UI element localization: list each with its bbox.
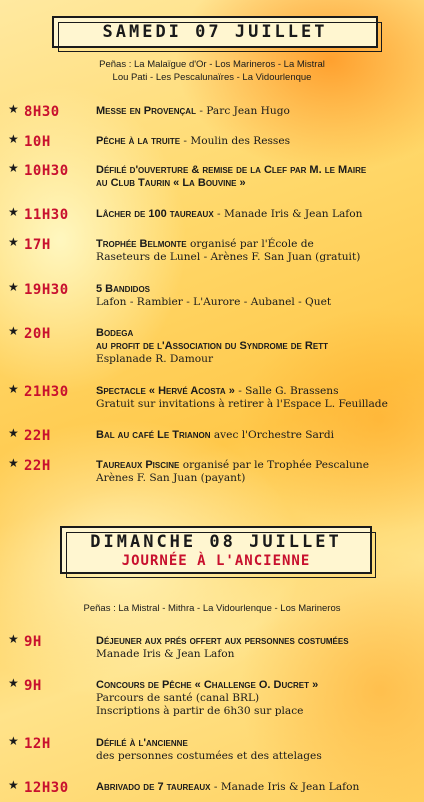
event-title: 5 Bandidos xyxy=(96,283,151,295)
star-icon: ★ xyxy=(8,632,19,646)
event-detail: avec l'Orchestre Sardi xyxy=(210,429,335,441)
event-detail: - Manade Iris & Jean Lafon xyxy=(210,781,360,793)
star-icon: ★ xyxy=(8,426,19,440)
event-description xyxy=(96,327,418,366)
event-line xyxy=(96,737,418,750)
day1-title: SAMEDI 07 JUILLET xyxy=(102,22,328,42)
event-detail: organisé par l'École de xyxy=(186,238,314,250)
event-description xyxy=(96,679,418,718)
event-title: Lâcher de 100 taureaux xyxy=(96,208,214,220)
event-description xyxy=(96,208,418,221)
event-line xyxy=(96,679,418,692)
event-time: 20H xyxy=(24,326,51,342)
event-line2: Arènes F. San Juan (payant) xyxy=(96,472,246,484)
event-title: Défilé d'ouverture & remise de la Clef par M. le Maire xyxy=(96,164,367,176)
event-time: 22H xyxy=(24,458,51,474)
star-icon: ★ xyxy=(8,778,19,792)
day1-banner xyxy=(52,16,378,48)
event-line xyxy=(96,283,418,296)
star-icon: ★ xyxy=(8,280,19,294)
day2-banner xyxy=(60,526,372,574)
event-line xyxy=(96,385,418,398)
event-line xyxy=(96,164,418,177)
event-line xyxy=(96,429,418,442)
event-description xyxy=(96,781,418,794)
event-line2: Lafon - Rambier - L'Aurore - Aubanel - Quet xyxy=(96,296,332,308)
event-line3: Esplanade R. Damour xyxy=(96,353,214,365)
event-line2: Raseteurs de Lunel - Arènes F. San Juan (gratuit) xyxy=(96,251,361,263)
event-title: Bodega xyxy=(96,327,134,339)
event-line2 xyxy=(96,177,418,190)
event-line xyxy=(96,135,418,148)
event-description xyxy=(96,635,418,661)
event-title: Déjeuner aux prés offert aux personnes costumées xyxy=(96,635,349,647)
event-description xyxy=(96,737,418,763)
star-icon: ★ xyxy=(8,324,19,338)
star-icon: ★ xyxy=(8,205,19,219)
event-title: Taureaux Piscine xyxy=(96,459,180,471)
event-line2: Parcours de santé (canal BRL) xyxy=(96,692,260,704)
event-time: 11H30 xyxy=(24,207,69,223)
event-title-cont: au profit de l'Association du Syndrome de Rett xyxy=(96,340,328,352)
event-time: 10H xyxy=(24,134,51,150)
event-description xyxy=(96,429,418,442)
event-line2: des personnes costumées et des attelages xyxy=(96,750,322,762)
event-title: Bal au café Le Trianon xyxy=(96,429,211,441)
event-detail: - Salle G. Brassens xyxy=(234,385,339,397)
star-icon: ★ xyxy=(8,676,19,690)
event-line xyxy=(96,327,418,340)
event-detail: - Manade Iris & Jean Lafon xyxy=(213,208,363,220)
event-description xyxy=(96,135,418,148)
event-line xyxy=(96,238,418,251)
event-time: 9H xyxy=(24,634,42,650)
star-icon: ★ xyxy=(8,132,19,146)
event-title: Spectacle « Hervé Acosta » xyxy=(96,385,235,397)
event-time: 19H30 xyxy=(24,282,69,298)
event-title: Abrivado de 7 taureaux xyxy=(96,781,211,793)
event-time: 8H30 xyxy=(24,104,60,120)
star-icon: ★ xyxy=(8,734,19,748)
event-title: Défilé à l'ancienne xyxy=(96,737,188,749)
event-title-cont: au Club Taurin « La Bouvine » xyxy=(96,177,246,189)
event-description xyxy=(96,283,418,309)
event-title: Messe en Provençal xyxy=(96,105,196,117)
event-title: Trophée Belmonte xyxy=(96,238,187,250)
day2-title: DIMANCHE 08 JUILLET xyxy=(90,532,342,552)
star-icon: ★ xyxy=(8,382,19,396)
event-time: 21H30 xyxy=(24,384,69,400)
event-time: 12H xyxy=(24,736,51,752)
event-line2: Gratuit sur invitations à retirer à l'Espace L. Feuillade xyxy=(96,398,388,410)
day1-penas: Peñas : La Malaïgue d'Or - Los Marineros - La Mistral Lou Pati - Les Pescalunaïres - La Vidourlenque xyxy=(99,59,325,83)
event-line2 xyxy=(96,340,418,353)
event-description xyxy=(96,164,418,190)
event-description xyxy=(96,238,418,264)
event-description xyxy=(96,105,418,118)
event-line xyxy=(96,459,418,472)
event-description xyxy=(96,385,418,411)
event-line2: Manade Iris & Jean Lafon xyxy=(96,648,235,660)
day2-subtitle: JOURNÉE À L'ANCIENNE xyxy=(121,553,311,569)
event-title: Concours de Pêche « Challenge O. Ducret » xyxy=(96,679,319,691)
event-line xyxy=(96,781,418,794)
event-detail: - Moulin des Resses xyxy=(180,135,291,147)
star-icon: ★ xyxy=(8,235,19,249)
event-time: 9H xyxy=(24,678,42,694)
event-title: Pêche à la truite xyxy=(96,135,181,147)
day2-penas: Peñas : La Mistral - Mithra - La Vidourlenque - Los Marineros xyxy=(83,603,341,614)
event-detail: organisé par le Trophée Pescalune xyxy=(179,459,370,471)
event-line3: Inscriptions à partir de 6h30 sur place xyxy=(96,705,304,717)
event-time: 12H30 xyxy=(24,780,69,796)
event-time: 22H xyxy=(24,428,51,444)
event-time: 17H xyxy=(24,237,51,253)
event-line xyxy=(96,635,418,648)
event-description xyxy=(96,459,418,485)
event-detail: - Parc Jean Hugo xyxy=(195,105,290,117)
event-time: 10H30 xyxy=(24,163,69,179)
star-icon: ★ xyxy=(8,456,19,470)
star-icon: ★ xyxy=(8,161,19,175)
star-icon: ★ xyxy=(8,102,19,116)
event-line xyxy=(96,105,418,118)
event-line xyxy=(96,208,418,221)
